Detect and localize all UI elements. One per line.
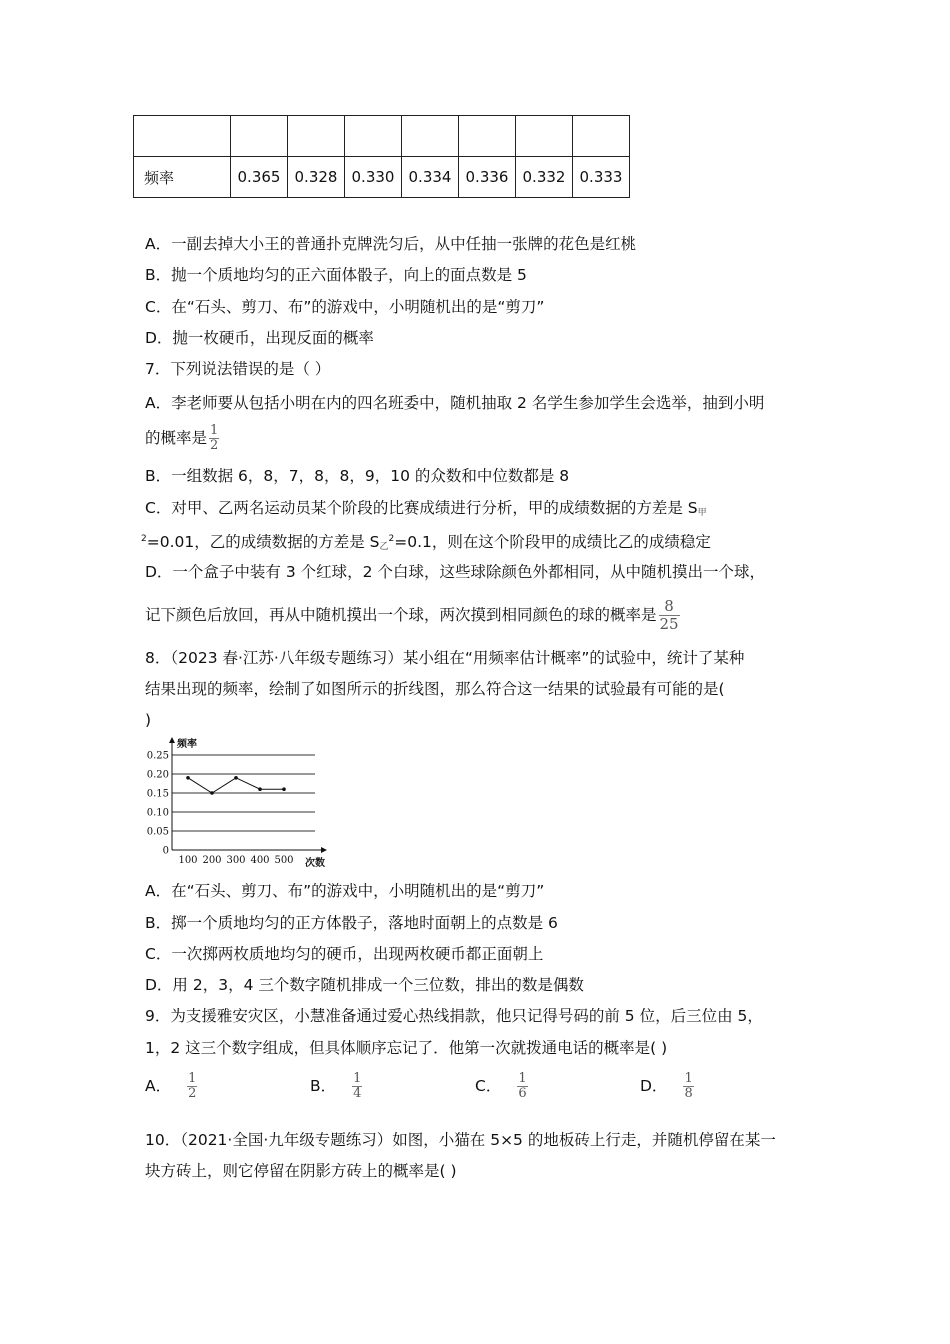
q8-option-d: D．用 2，3，4 三个数字随机排成一个三位数，排出的数是偶数 (145, 976, 584, 994)
fraction (517, 1072, 527, 1101)
freq-value: 0.365 (231, 157, 288, 198)
x-tick-label: 200 (202, 855, 222, 866)
y-tick-label: 0.05 (146, 826, 169, 838)
freq-label: 频率 (134, 157, 231, 198)
q8-stem-line2: 结果出现的频率，绘制了如图所示的折线图，那么符合这一结果的试验最有可能的是( (145, 680, 725, 698)
fraction (187, 1072, 197, 1101)
fraction-numerator: 1 (353, 1071, 362, 1086)
q8-stem-line1: 8．（2023 春·江苏·八年级专题练习）某小组在“用频率估计概率”的试验中，统计了某种 (145, 649, 745, 667)
table-cell (402, 116, 459, 157)
table-cell (459, 116, 516, 157)
subscript: 甲 (697, 508, 707, 518)
q7-option-c-text: C．对甲、乙两名运动员某个阶段的比赛成绩进行分析，甲的成绩数据的方差是 S (145, 499, 698, 517)
q8-option-b: B．掷一个质地均匀的正方体骰子，落地时面朝上的点数是 6 (145, 914, 558, 932)
q10-stem-line1: 10．（2021·全国·九年级专题练习）如图，小猫在 5×5 的地板砖上行走，并随机停留在某一 (145, 1131, 776, 1149)
fraction (352, 1072, 362, 1101)
freq-value: 0.330 (345, 157, 402, 198)
subscript: 乙 (379, 542, 389, 552)
superscript: 2 (388, 534, 395, 544)
fraction-numerator: 8 (659, 598, 680, 616)
fraction-denominator: 4 (353, 1086, 362, 1101)
table-header-row (134, 116, 630, 157)
fraction-denominator: 2 (210, 438, 219, 453)
fraction-numerator: 1 (210, 423, 219, 438)
y-tick-label: 0.10 (146, 807, 169, 819)
data-point (186, 776, 190, 780)
x-tick-label: 300 (226, 855, 246, 866)
q8-option-c: C．一次掷两枚质地均匀的硬币，出现两枚硬币都正面朝上 (145, 945, 544, 963)
x-axis-arrow (321, 847, 327, 853)
frequency-table (133, 115, 630, 198)
q7-option-c-text: =0.1，则在这个阶段甲的成绩比乙的成绩稳定 (394, 533, 711, 551)
fraction (659, 598, 680, 633)
q10-stem-line2: 块方砖上，则它停留在阴影方砖上的概率是( ) (145, 1162, 457, 1180)
frequency-line-chart (140, 735, 340, 870)
table-cell (231, 116, 288, 157)
data-point (282, 787, 286, 791)
table-freq-row (134, 157, 630, 198)
fraction (683, 1072, 693, 1101)
data-point (258, 787, 262, 791)
data-point (210, 791, 214, 795)
q7-option-a-line1: A．李老师要从包括小明在内的四名班委中，随机抽取 2 名学生参加学生会选举，抽到小明 (145, 394, 765, 412)
q7-option-c-line2 (141, 529, 711, 557)
superscript: 2 (141, 534, 147, 544)
y-axis-arrow (169, 737, 175, 743)
q7-option-d-text: 记下颜色后放回，再从中随机摸出一个球，两次摸到相同颜色的球的概率是 (145, 606, 657, 624)
q9-option-b (310, 1072, 362, 1101)
table-cell (288, 116, 345, 157)
freq-value: 0.333 (573, 157, 630, 198)
q7-option-d-line1: D．一个盒子中装有 3 个红球，2 个白球，这些球除颜色外都相同，从中随机摸出一个球， (145, 563, 765, 581)
option-label: C． (475, 1077, 502, 1095)
q7-option-a-line2 (145, 424, 219, 453)
q7-option-c-text: =0.01，乙的成绩数据的方差是 S (146, 533, 380, 551)
q9-option-d (640, 1072, 694, 1101)
table-cell (573, 116, 630, 157)
freq-value: 0.336 (459, 157, 516, 198)
x-tick-label: 400 (250, 855, 270, 866)
freq-value: 0.332 (516, 157, 573, 198)
fraction-denominator: 2 (188, 1086, 197, 1101)
q9-stem-line1: 9．为支援雅安灾区，小慧准备通过爱心热线捐款，他只记得号码的前 5 位，后三位由 5， (145, 1007, 763, 1025)
option-label: A． (145, 1077, 172, 1095)
q8-stem-line3: ) (145, 711, 152, 729)
y-tick-label: 0.15 (146, 788, 169, 800)
q7-option-a-text: 的概率是 (145, 429, 208, 447)
q7-option-d-line2 (145, 598, 680, 633)
fraction-numerator: 1 (684, 1071, 693, 1086)
fraction-numerator: 1 (518, 1071, 527, 1086)
fraction-numerator: 1 (188, 1071, 197, 1086)
data-point (234, 776, 238, 780)
option-label: D． (640, 1077, 668, 1095)
table-cell (516, 116, 573, 157)
fraction-denominator: 6 (518, 1086, 527, 1101)
q7-option-c-line1 (145, 498, 707, 523)
x-axis-label: 次数 (305, 858, 325, 869)
freq-value: 0.328 (288, 157, 345, 198)
option-label: B． (310, 1077, 337, 1095)
fraction (209, 424, 219, 453)
y-tick-label: 0.25 (146, 750, 169, 762)
x-tick-label: 500 (274, 855, 294, 866)
table-cell (134, 116, 231, 157)
x-tick-label: 100 (178, 855, 198, 866)
fraction-denominator: 25 (659, 615, 679, 633)
fraction-denominator: 8 (684, 1086, 693, 1101)
q6-option-d: D．抛一枚硬币，出现反面的概率 (145, 329, 374, 347)
q7-stem: 7．下列说法错误的是（ ） (145, 360, 331, 378)
q6-option-c: C．在“石头、剪刀、布”的游戏中，小明随机出的是“剪刀” (145, 298, 545, 316)
q6-option-a: A．一副去掉大小王的普通扑克牌洗匀后，从中任抽一张牌的花色是红桃 (145, 235, 637, 253)
y-axis-label: 频率 (177, 739, 197, 750)
series-line (188, 778, 284, 793)
table-cell (345, 116, 402, 157)
y-tick-label: 0 (162, 845, 169, 857)
q9-stem-line2: 1，2 这三个数字组成，但具体顺序忘记了．他第一次就拨通电话的概率是( ) (145, 1039, 668, 1057)
y-tick-label: 0.20 (146, 769, 169, 781)
q8-option-a: A．在“石头、剪刀、布”的游戏中，小明随机出的是“剪刀” (145, 882, 545, 900)
q7-option-b: B．一组数据 6，8，7，8，8，9，10 的众数和中位数都是 8 (145, 467, 570, 485)
q9-option-c (475, 1072, 528, 1101)
q6-option-b: B．抛一个质地均匀的正六面体骰子，向上的面点数是 5 (145, 266, 527, 284)
q9-option-a (145, 1072, 197, 1101)
freq-value: 0.334 (402, 157, 459, 198)
